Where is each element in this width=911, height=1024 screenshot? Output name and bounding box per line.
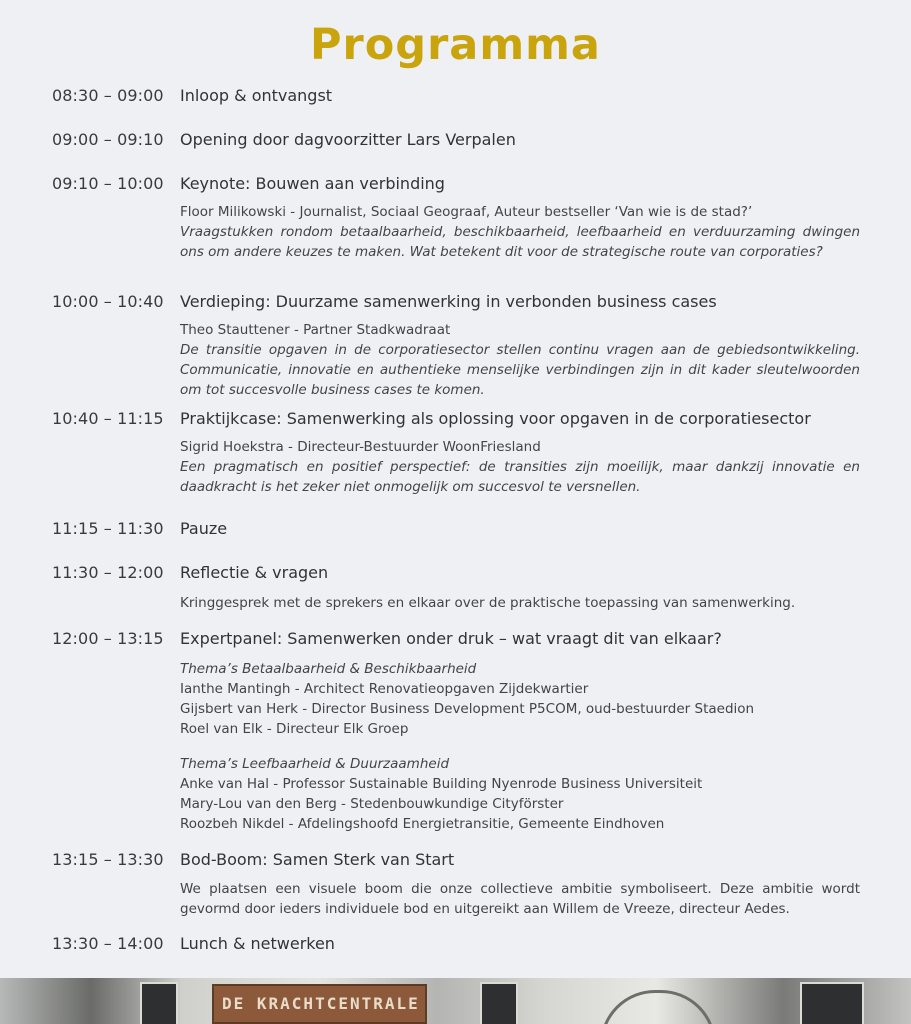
session-title: Reflectie & vragen	[180, 563, 329, 582]
session-title: Praktijkcase: Samenwerking als oplossing voor opgaven in de corporatiesector	[180, 409, 811, 428]
time-slot: 13:30 – 14:00	[52, 934, 164, 953]
time-slot: 08:30 – 09:00	[52, 86, 164, 105]
window-shape	[800, 982, 864, 1024]
session-details	[180, 320, 860, 400]
panelist: Roel van Elk - Directeur Elk Groep	[180, 721, 409, 737]
arch-shape	[600, 990, 716, 1024]
page-title: Programma	[310, 20, 601, 70]
time-slot: 09:00 – 09:10	[52, 130, 164, 149]
speaker: Theo Stauttener - Partner Stadkwadraat	[180, 322, 451, 338]
session-details	[180, 437, 860, 497]
panelist: Ianthe Mantingh - Architect Renovatieopgaven Zijdekwartier	[180, 681, 589, 697]
panelist: Gijsbert van Herk - Director Business Development P5COM, oud-bestuurder Staedion	[180, 701, 755, 717]
speaker: Floor Milikowski - Journalist, Sociaal Geograaf, Auteur bestseller ‘Van wie is de stad?’	[180, 204, 753, 220]
session-description: We plaatsen een visuele boom die onze collectieve ambitie symboliseert. Deze ambitie wordt gevormd door ieders individuele bod en uitgereikt aan Willem de Vreeze, directeur Aedes.	[180, 881, 860, 917]
session-title: Keynote: Bouwen aan verbinding	[180, 174, 445, 193]
session-details	[180, 593, 860, 613]
session-title: Pauze	[180, 519, 228, 538]
session-details	[180, 202, 860, 262]
time-slot: 10:40 – 11:15	[52, 409, 164, 428]
building-photo	[0, 978, 911, 1024]
time-slot: 11:30 – 12:00	[52, 563, 164, 582]
panel-details	[180, 659, 860, 834]
session-title: Verdieping: Duurzame samenwerking in verbonden business cases	[180, 292, 717, 311]
window-shape	[480, 982, 518, 1024]
session-title: Bod-Boom: Samen Sterk van Start	[180, 850, 455, 869]
panel-theme: Thema’s Betaalbaarheid & Beschikbaarheid	[180, 661, 477, 677]
session-description: Vraagstukken rondom betaalbaarheid, beschikbaarheid, leefbaarheid en verduurzaming dwingen ons om andere keuzes te maken. Wat betekent dit voor de strategische route van corporaties?	[180, 224, 860, 260]
window-shape	[140, 982, 178, 1024]
panelist: Mary-Lou van den Berg - Stedenbouwkundige Cityförster	[180, 796, 564, 812]
session-description: Een pragmatisch en positief perspectief: de transities zijn moeilijk, maar dankzij innovatie en daadkracht is het zeker niet onmogelijk om succesvol te versnellen.	[180, 459, 860, 495]
session-details	[180, 879, 860, 919]
time-slot: 11:15 – 11:30	[52, 519, 164, 538]
time-slot: 10:00 – 10:40	[52, 292, 164, 311]
building-sign: DE KRACHTCENTRALE	[212, 984, 427, 1024]
time-slot: 09:10 – 10:00	[52, 174, 164, 193]
session-description: De transitie opgaven in de corporatiesector stellen continu vragen aan de gebiedsontwikkeling. Communicatie, innovatie en authentieke menselijke verbindingen zijn in dit kader sleutelwoorden om tot succesvolle business cases te komen.	[180, 342, 860, 398]
speaker: Sigrid Hoekstra - Directeur-Bestuurder WoonFriesland	[180, 439, 541, 455]
session-title: Inloop & ontvangst	[180, 86, 333, 105]
session-title: Expertpanel: Samenwerken onder druk – wat vraagt dit van elkaar?	[180, 629, 722, 648]
session-title: Lunch & netwerken	[180, 934, 335, 953]
session-description: Kringgesprek met de sprekers en elkaar over de praktische toepassing van samenwerking.	[180, 595, 796, 611]
panelist: Anke van Hal - Professor Sustainable Building Nyenrode Business Universiteit	[180, 776, 703, 792]
time-slot: 12:00 – 13:15	[52, 629, 164, 648]
session-title: Opening door dagvoorzitter Lars Verpalen	[180, 130, 516, 149]
time-slot: 13:15 – 13:30	[52, 850, 164, 869]
panel-theme: Thema’s Leefbaarheid & Duurzaamheid	[180, 756, 450, 772]
panelist: Roozbeh Nikdel - Afdelingshoofd Energietransitie, Gemeente Eindhoven	[180, 816, 665, 832]
